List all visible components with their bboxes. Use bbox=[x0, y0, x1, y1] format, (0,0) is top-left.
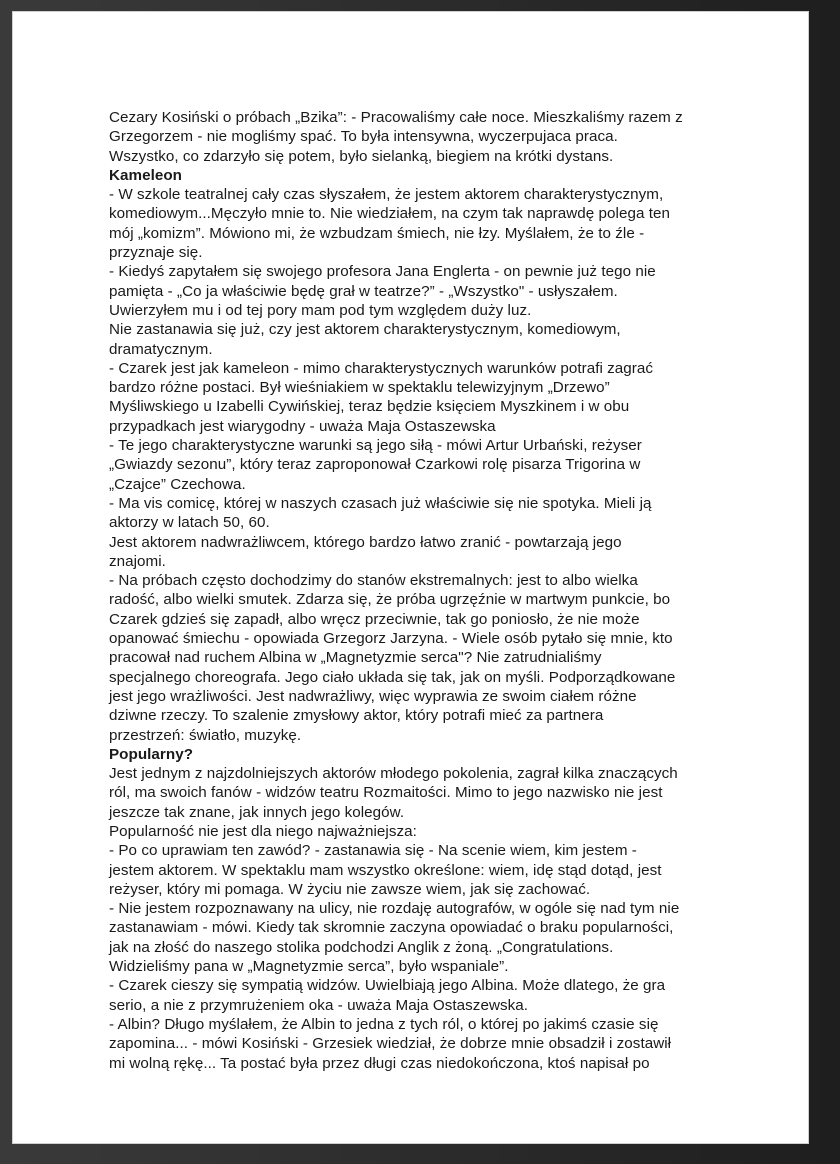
text-line: - Albin? Długo myślałem, że Albin to jedna z tych ról, o której po jakimś czasie się bbox=[109, 1015, 659, 1033]
text-line: zapomina... - mówi Kosiński - Grzesiek wiedział, że dobrze mnie obsadził i zostawił bbox=[109, 1035, 672, 1053]
text-line: jestem aktorem. W spektaklu mam wszystko określone: wiem, idę stąd dotąd, jest bbox=[109, 861, 662, 879]
document-page bbox=[12, 11, 809, 1144]
text-line: - Czarek jest jak kameleon - mimo charakterystycznych warunków potrafi zagrać bbox=[109, 359, 654, 377]
text-line: Popularność nie jest dla niego najważniejsza: bbox=[109, 822, 417, 840]
text-line: opanować śmiechu - opowiada Grzegorz Jarzyna. - Wiele osób pytało się mnie, kto bbox=[109, 630, 673, 648]
text-line: jest jego wrażliwości. Jest nadwrażliwy, więc wyprawia ze swoim ciałem różne bbox=[109, 687, 637, 705]
text-line: radość, albo wielki smutek. Zdarza się, że próba ugrzęźnie w martwym punkcie, bo bbox=[109, 591, 671, 609]
text-line: specjalnego choreografa. Jego ciało układa się tak, jak on myśli. Podporządkowane bbox=[109, 668, 676, 686]
text-line: - Na próbach często dochodzimy do stanów ekstremalnych: jest to albo wielka bbox=[109, 572, 638, 590]
text-line: komediowym...Męczyło mnie to. Nie wiedziałem, na czym tak naprawdę polega ten bbox=[109, 205, 670, 223]
text-line: pracował nad ruchem Albina w „Magnetyzmie serca"? Nie zatrudnialiśmy bbox=[109, 649, 602, 667]
text-line: Wszystko, co zdarzyło się potem, było sielanką, biegiem na krótki dystans. bbox=[109, 147, 614, 165]
text-line: - Po co uprawiam ten zawód? - zastanawia się - Na scenie wiem, kim jestem - bbox=[109, 842, 637, 860]
text-line: - W szkole teatralnej cały czas słyszałem, że jestem aktorem charakterystycznym, bbox=[109, 186, 664, 204]
text-line: Jest aktorem nadwrażliwcem, którego bardzo łatwo zranić - powtarzają jego bbox=[109, 533, 622, 551]
text-line: jak na złość do naszego stolika podchodzi Anglik z żoną. „Congratulations. bbox=[109, 938, 614, 956]
text-line: mój „komizm”. Mówiono mi, że wzbudzam śmiech, nie łzy. Myślałem, że to źle - bbox=[109, 224, 645, 242]
text-line: „Czajce” Czechowa. bbox=[109, 475, 246, 493]
text-line: Jest jednym z najzdolniejszych aktorów młodego pokolenia, zagrał kilka znaczących bbox=[109, 765, 678, 783]
text-line: - Czarek cieszy się sympatią widzów. Uwielbiają jego Albina. Może dlatego, że gra bbox=[109, 977, 666, 995]
text-line: przypadkach jest wiarygodny - uważa Maja Ostaszewska bbox=[109, 417, 496, 435]
text-line: Czarek gdzieś się zapadł, albo wręcz przeciwnie, tak go poniosło, że nie może bbox=[109, 610, 640, 628]
text-line: Widzieliśmy pana w „Magnetyzmie serca”, było wspaniale”. bbox=[109, 958, 509, 976]
text-line: - Ma vis comicę, której w naszych czasach już właściwie się nie spotyka. Mieli ją bbox=[109, 494, 652, 512]
text-line: zastanawiam - mówi. Kiedy tak skromnie zaczyna opowiadać o braku popularności, bbox=[109, 919, 674, 937]
text-line: reżyser, który mi pomaga. W życiu nie zawsze wiem, jak się zachować. bbox=[109, 880, 591, 898]
text-line: znajomi. bbox=[109, 552, 166, 570]
text-line: pamięta - „Co ja właściwie będę grał w teatrze?” - „Wszystko" - usłyszałem. bbox=[109, 282, 618, 300]
text-line: przestrzeń: światło, muzykę. bbox=[109, 726, 302, 744]
section-heading: Kameleon bbox=[109, 166, 182, 184]
text-line: - Kiedyś zapytałem się swojego profesora Jana Englerta - on pewnie już tego nie bbox=[109, 263, 656, 281]
text-line: Uwierzyłem mu i od tej pory mam pod tym względem duży luz. bbox=[109, 301, 532, 319]
text-line: dramatycznym. bbox=[109, 340, 213, 358]
text-line: Cezary Kosiński o próbach „Bzika”: - Pracowaliśmy całe noce. Mieszkaliśmy razem z bbox=[109, 109, 683, 126]
text-line: „Gwiazdy sezonu”, który teraz zaproponował Czarkowi rolę pisarza Trigorina w bbox=[109, 456, 641, 474]
text-line: Grzegorzem - nie mogliśmy spać. To była intensywna, wyczerpujaca praca. bbox=[109, 128, 618, 146]
text-line: mi wolną rękę... Ta postać była przez długi czas niedokończona, ktoś napisał po bbox=[109, 1054, 650, 1072]
text-line: Myśliwskiego u Izabelli Cywińskiej, teraz będzie księciem Myszkinem i w obu bbox=[109, 398, 630, 416]
text-line: przyznaje się. bbox=[109, 244, 203, 262]
section-heading: Popularny? bbox=[109, 745, 194, 763]
text-line: ról, ma swoich fanów - widzów teatru Rozmaitości. Mimo to jego nazwisko nie jest bbox=[109, 784, 663, 802]
text-line: - Nie jestem rozpoznawany na ulicy, nie rozdaję autografów, w ogóle się nad tym nie bbox=[109, 900, 680, 918]
text-line: bardzo różne postaci. Był wieśniakiem w spektaklu telewizyjnym „Drzewo” bbox=[109, 379, 610, 397]
text-line: dziwne rzeczy. To szalenie zmysłowy aktor, który potrafi mieć za partnera bbox=[109, 707, 604, 725]
text-line: Nie zastanawia się już, czy jest aktorem charakterystycznym, komediowym, bbox=[109, 321, 621, 339]
text-line: jeszcze tak znane, jak innych jego kolegów. bbox=[109, 803, 405, 821]
article-text bbox=[109, 108, 749, 1073]
text-line: - Te jego charakterystyczne warunki są jego siłą - mówi Artur Urbański, reżyser bbox=[109, 437, 642, 455]
text-line: aktorzy w latach 50, 60. bbox=[109, 514, 270, 532]
text-line: serio, a nie z przymrużeniem oka - uważa Maja Ostaszewska. bbox=[109, 996, 529, 1014]
